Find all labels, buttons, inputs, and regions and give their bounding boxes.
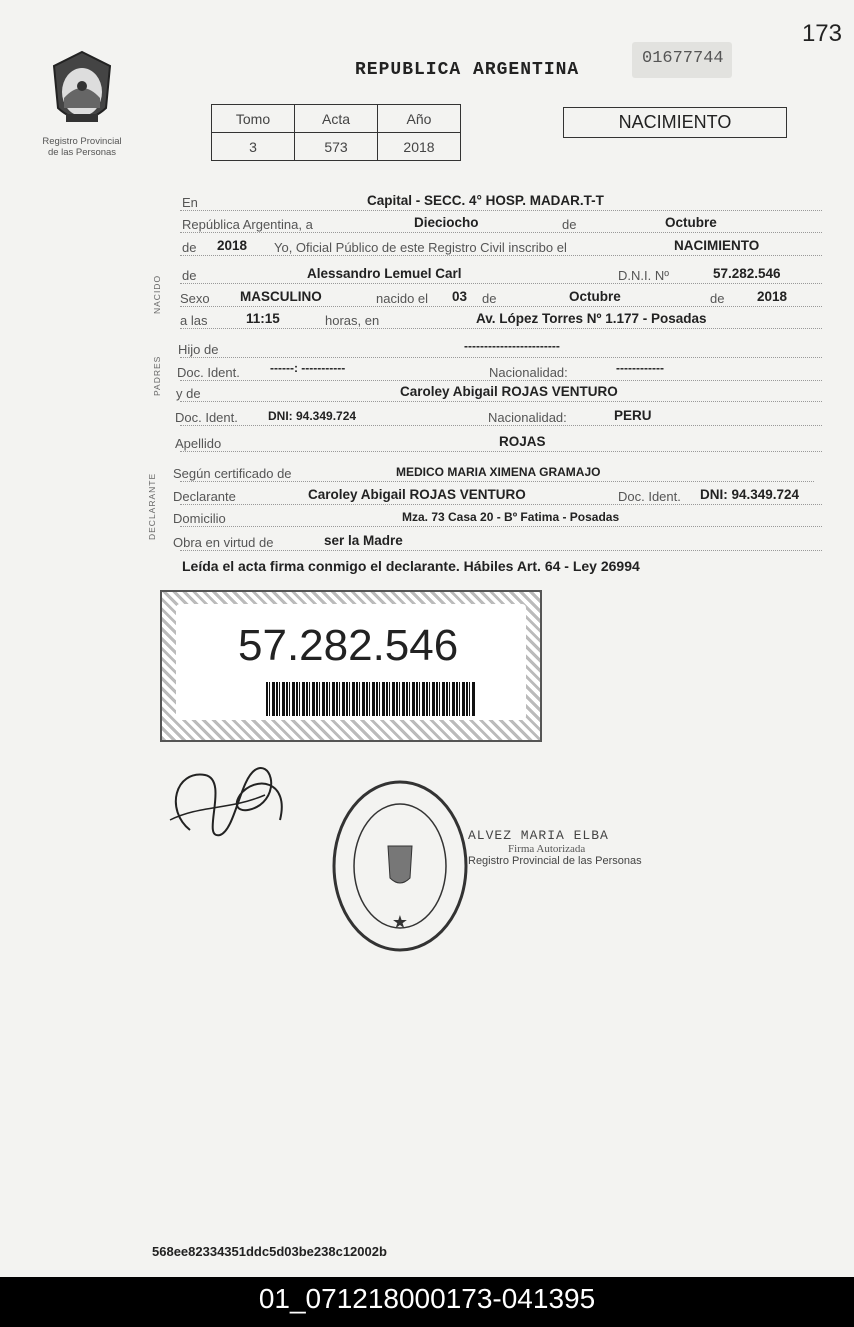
horas-label: horas, en	[325, 313, 380, 328]
serial-number: 01677744	[642, 49, 724, 68]
month-value: Octubre	[665, 215, 717, 230]
signer-role: Firma Autorizada	[508, 843, 586, 855]
inscribo-text: Yo, Oficial Público de este Registro Civil inscribo el	[274, 240, 567, 255]
nac2-label: Nacionalidad:	[488, 410, 567, 425]
serial-stamp	[632, 42, 732, 78]
coat-of-arms-icon	[46, 48, 118, 132]
de-label: de	[562, 217, 577, 232]
dom-label: Domicilio	[173, 511, 226, 526]
father-name: ------------------------	[464, 339, 560, 353]
child-dni: 57.282.546	[713, 266, 781, 281]
birth-de2: de	[710, 291, 725, 306]
cert-value: MEDICO MARIA XIMENA GRAMAJO	[396, 465, 601, 479]
signer-name: ALVEZ MARIA ELBA	[468, 828, 609, 843]
row-hijo	[180, 337, 822, 358]
page-number: 173	[801, 20, 842, 47]
signer-block	[468, 828, 642, 867]
official-seal	[330, 778, 470, 954]
year-de-label: de	[182, 240, 197, 255]
row-obra	[173, 530, 822, 551]
row-doc1	[177, 360, 822, 381]
closing-statement: Leída el acta firma conmigo el declarante. Hábiles Art. 64 - Ley 26994	[182, 558, 640, 574]
row-nacido-name	[180, 263, 822, 284]
row-madre	[176, 381, 822, 402]
footer-code: 01_071218000173-041395	[258, 1283, 596, 1314]
dni-card	[160, 590, 542, 742]
dni-card-inner	[176, 604, 526, 720]
dom-value: Mza. 73 Casa 20 - Bº Fatima - Posadas	[402, 510, 620, 524]
emblem-caption-line2: de las Personas	[47, 147, 117, 158]
birth-place: Av. López Torres Nº 1.177 - Posadas	[476, 311, 707, 326]
yde-label: y de	[176, 386, 201, 401]
child-name: Alessandro Lemuel Carl	[307, 266, 462, 281]
doc2-label: Doc. Ident.	[175, 410, 238, 425]
acta-header: Acta	[295, 105, 378, 133]
document-hash: 568ee82334351ddc5d03be238c12002b	[152, 1244, 387, 1259]
registry-table	[211, 104, 461, 161]
emblem-caption-line1: Registro Provincial	[42, 136, 122, 147]
sexo-value: MASCULINO	[240, 289, 322, 304]
province-emblem	[34, 48, 130, 158]
declarante-side-label: DECLARANTE	[147, 472, 157, 540]
father-doc: ------: -----------	[270, 361, 346, 375]
row-republica	[180, 212, 822, 233]
republica-label: República Argentina, a	[182, 217, 313, 232]
en-value: Capital - SECC. 4° HOSP. MADAR.T-T	[367, 193, 604, 208]
dni-label: D.N.I. Nº	[618, 268, 669, 283]
barcode	[266, 682, 476, 716]
en-label: En	[182, 195, 198, 210]
anio-header: Año	[378, 105, 461, 133]
tomo-header: Tomo	[212, 105, 295, 133]
padres-side-label: PADRES	[152, 355, 162, 396]
decl-label: Declarante	[173, 489, 236, 504]
row-apellido	[175, 431, 822, 452]
footer-bar	[0, 1277, 854, 1327]
birth-year: 2018	[757, 289, 788, 304]
nacido-side-label: NACIDO	[152, 274, 162, 314]
tomo-value: 3	[212, 133, 295, 161]
mother-nationality: PERU	[614, 408, 652, 423]
row-year	[180, 235, 822, 256]
birth-de1: de	[482, 291, 497, 306]
birth-time: 11:15	[246, 311, 280, 326]
acta-value: 573	[295, 133, 378, 161]
hijo-label: Hijo de	[178, 342, 219, 357]
alas-label: a las	[180, 313, 208, 328]
year-value: 2018	[217, 238, 248, 253]
signer-org: Registro Provincial de las Personas	[468, 855, 642, 867]
day-value: Dieciocho	[414, 215, 479, 230]
row-certificado	[173, 461, 814, 482]
mother-doc: DNI: 94.349.724	[268, 409, 357, 423]
father-nationality: ------------	[616, 361, 664, 375]
obra-value: ser la Madre	[324, 533, 403, 548]
name-de-label: de	[182, 268, 197, 283]
row-doc2	[175, 405, 822, 426]
birth-month: Octubre	[569, 289, 621, 304]
doc1-label: Doc. Ident.	[177, 365, 240, 380]
svg-text:★: ★	[391, 912, 409, 932]
birth-day: 03	[452, 289, 468, 304]
apellido-value: ROJAS	[499, 434, 546, 449]
row-en	[180, 190, 822, 211]
nacido-el-label: nacido el	[376, 291, 429, 306]
cert-label: Según certificado de	[173, 466, 292, 481]
decl-doc-label: Doc. Ident.	[618, 489, 681, 504]
anio-value: 2018	[378, 133, 461, 161]
act-type-box: NACIMIENTO	[563, 107, 787, 138]
decl-value: Caroley Abigail ROJAS VENTURO	[308, 487, 526, 502]
dni-card-number: 57.282.546	[238, 621, 459, 670]
decl-doc-value: DNI: 94.349.724	[700, 487, 800, 502]
republic-title: REPUBLICA ARGENTINA	[355, 60, 580, 80]
row-domicilio	[173, 506, 822, 527]
row-declarante	[173, 484, 822, 505]
row-hora	[180, 308, 822, 329]
handwritten-signature	[160, 750, 300, 850]
apellido-label: Apellido	[175, 436, 222, 451]
act-value: NACIMIENTO	[674, 238, 760, 253]
obra-label: Obra en virtud de	[173, 535, 274, 550]
row-sexo	[180, 286, 822, 307]
mother-name: Caroley Abigail ROJAS VENTURO	[400, 384, 618, 399]
nac1-label: Nacionalidad:	[489, 365, 568, 380]
sexo-label: Sexo	[180, 291, 210, 306]
